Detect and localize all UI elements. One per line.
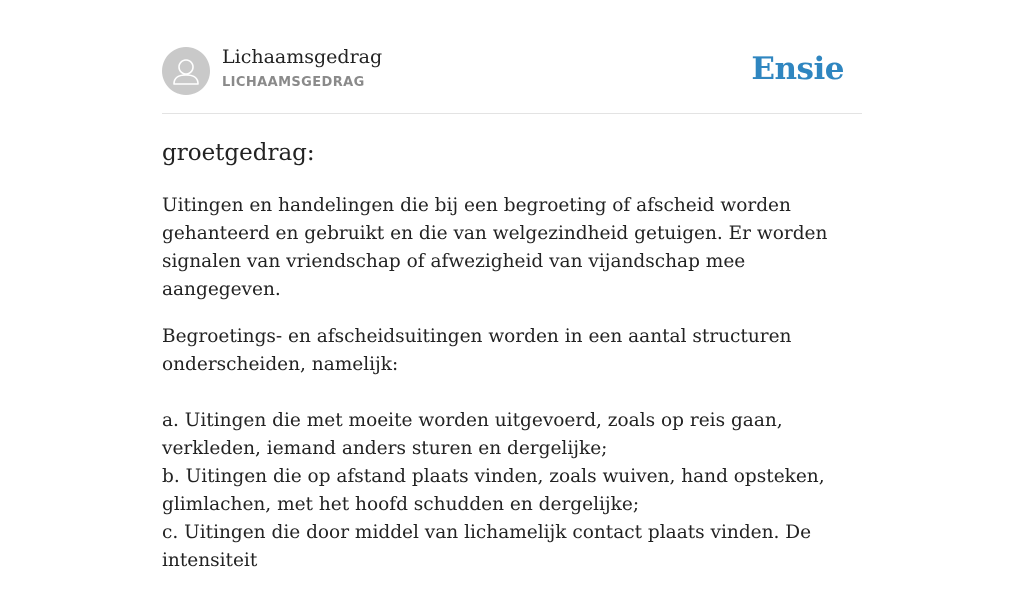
author-avatar[interactable] [162, 47, 210, 95]
author-handle[interactable]: LICHAAMSGEDRAG [222, 75, 365, 90]
brand-logo[interactable]: Ensie [751, 51, 844, 87]
author-name[interactable]: Lichaamsgedrag [222, 46, 383, 68]
article-body [162, 137, 867, 594]
header-divider [162, 113, 862, 114]
term-title: groetgedrag: [162, 140, 315, 166]
definition-paragraph: Uitingen en handelingen die bij een begroeting of afscheid worden gehanteerd en gebruikt en die van welgezindheid getuigen. Er worden signalen van vriendschap of afwezigheid van vijandschap mee aangegeven. [162, 195, 828, 300]
user-icon [162, 47, 210, 95]
definition-paragraph: Begroetings- en afscheidsuitingen worden in een aantal structuren onderscheiden, namelijk: a. Uitingen die met moeite worden uitgevoerd, zoals op reis gaan, verkleden, iemand anders sturen en dergelijke; b. Uitingen die op afstand plaats vinden, zoals wuiven, hand opsteken, glimlachen, met het hoofd schudden en dergelijke; c. Uitingen die door middel van lichamelijk contact plaats vinden. De intensiteit [162, 326, 825, 571]
header [162, 46, 862, 96]
